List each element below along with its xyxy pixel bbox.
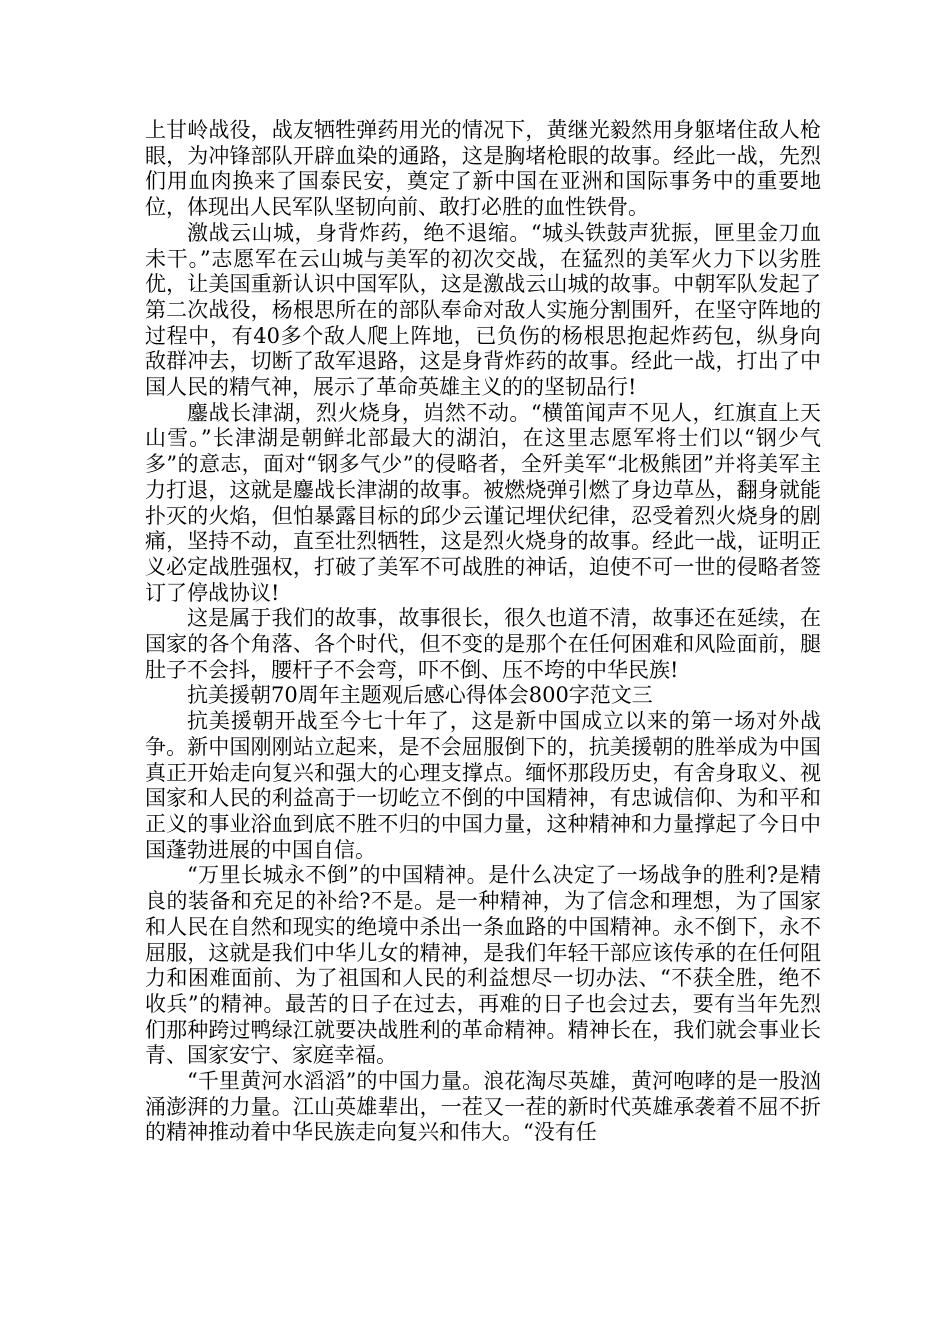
document-page <box>145 118 821 1146</box>
paragraph-seventy-years: 抗美援朝开战至今七十年了，这是新中国成立以来的第一场对外战争。新中国刚刚站立起来，是不会屈服倒下的，抗美援朝的胜举成为中国真正开始走向复兴和强大的心理支撑点。缅怀那段历史，有舍身取义、视国家和人民的利益高于一切屹立不倒的中国精神，有忠诚信仰、为和平和正义的事业浴血到底不胜不归的中国力量，这种精神和力量撑起了今日中国蓬勃进展的中国自信。 <box>145 709 821 862</box>
paragraph-great-wall-spirit: “万里长城永不倒”的中国精神。是什么决定了一场战争的胜利?是精良的装备和充足的补给?不是。是一种精神，为了信念和理想，为了国家和人民在自然和现实的绝境中杀出一条血路的中国精神。永不倒下，永不屈服，这就是我们中华儿女的精神，是我们年轻干部应该传承的在任何阻力和困难面前、为了祖国和人民的利益想尽一切办法、“不获全胜，绝不收兵”的精神。最苦的日子在过去，再难的日子也会过去，要有当年先烈们那种跨过鸭绿江就要决战胜利的革命精神。精神长在，我们就会事业长青、国家安宁、家庭幸福。 <box>145 863 821 1068</box>
paragraph-our-story: 这是属于我们的故事，故事很长，很久也道不清，故事还在延续，在国家的各个角落、各个时代，但不变的是那个在任何困难和风险面前，腿肚子不会抖，腰杆子不会弯，吓不倒、压不垮的中华民族! <box>145 606 821 682</box>
paragraph-yellow-river-power: “千里黄河水滔滔”的中国力量。浪花淘尽英雄，黄河咆哮的是一股汹涌澎湃的力量。江山英雄辈出，一茬又一茬的新时代英雄承袭着不屈不折的精神推动着中华民族走向复兴和伟大。“没有任 <box>145 1069 821 1145</box>
paragraph-changjin-lake: 鏖战长津湖，烈火烧身，岿然不动。“横笛闻声不见人，红旗直上天山雪。”长津湖是朝鲜北部最大的湖泊，在这里志愿军将士们以“钢少气多”的意志，面对“钢多气少”的侵略者，全歼美军“北极熊团”并将美军主力打退，这就是鏖战长津湖的故事。被燃烧弹引燃了身边草丛，翻身就能扑灭的火焰，但怕暴露目标的邱少云谨记埋伏纪律，忍受着烈火烧身的剧痛，坚持不动，直至壮烈牺牲，这是烈火烧身的故事。经此一战，证明正义必定战胜强权，打破了美军不可战胜的神话，迫使不可一世的侵略者签订了停战协议! <box>145 400 821 605</box>
paragraph-shangganling: 上甘岭战役，战友牺牲弹药用光的情况下，黄继光毅然用身躯堵住敌人枪眼，为冲锋部队开辟血染的通路，这是胸堵枪眼的故事。经此一战，先烈们用血肉换来了国泰民安，奠定了新中国在亚洲和国际事务中的重要地位，体现出人民军队坚韧向前、敢打必胜的血性铁骨。 <box>145 118 821 220</box>
paragraph-yunshan: 激战云山城，身背炸药，绝不退缩。“城头铁鼓声犹振，匣里金刀血未干。”志愿军在云山城与美军的初次交战，在猛烈的美军火力下以劣胜优，让美国重新认识中国军队，这是激战云山城的故事。中朝军队发起了第二次战役，杨根思所在的部队奉命对敌人实施分割围歼，在坚守阵地的过程中，有40多个敌人爬上阵地，已负伤的杨根思抱起炸药包，纵身向敌群冲去，切断了敌军退路，这是身背炸药的故事。经此一战，打出了中国人民的精气神，展示了革命英雄主义的的坚韧品行! <box>145 220 821 400</box>
section-heading: 抗美援朝70周年主题观后感心得体会800字范文三 <box>187 683 653 708</box>
